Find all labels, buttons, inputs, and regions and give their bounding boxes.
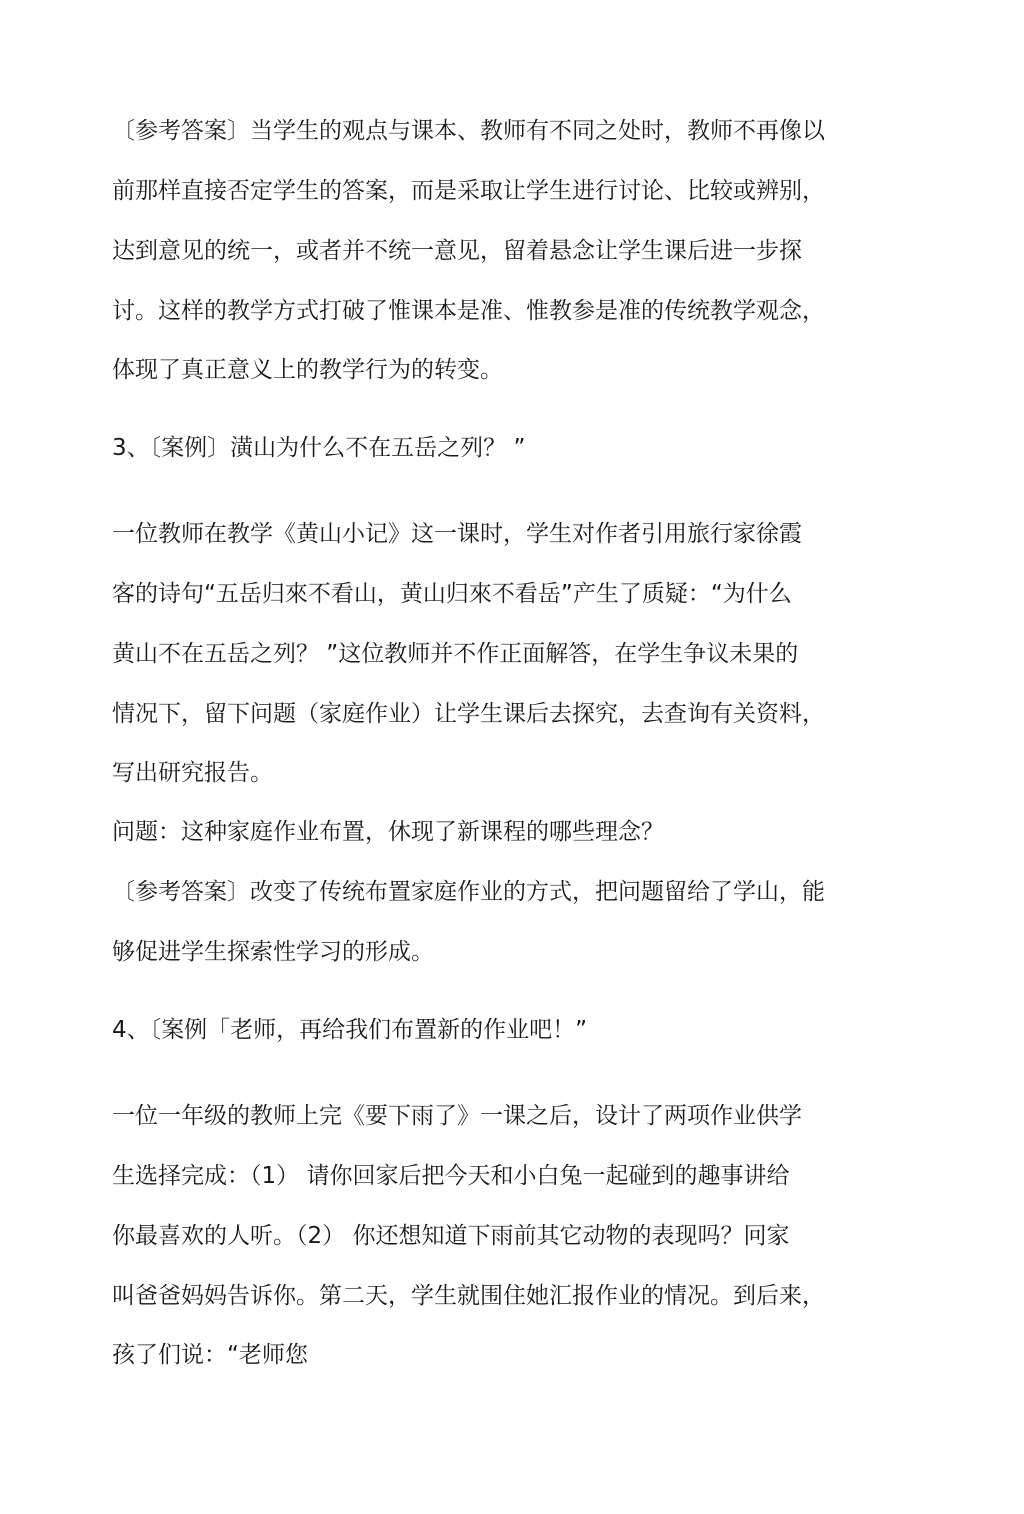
question-3: 问题：这种家庭作业布置，休现了新课程的哪些理念？ — [112, 819, 664, 845]
case-4-heading: 4、〔案例「老师，再给我们布置新的作业吧！” — [112, 1017, 588, 1043]
case-4-line-1: 一位一年级的教师上完《要下雨了》一课之后，设计了两项作业供学 — [112, 1103, 802, 1129]
case-4-line-5: 孩了们说：“老师您 — [112, 1342, 308, 1368]
answer-1-line-5: 体现了真正意义上的教学行为的转变。 — [112, 357, 503, 383]
case-3-line-3: 黄山不在五岳之列？ ”这位教师并不作正面解答，在学生争议未果的 — [112, 641, 799, 667]
answer-1-line-4: 讨。这样的教学方式打破了惟课本是准、惟教参是准的传统教学观念， — [112, 298, 825, 324]
case-4-line-4: 叫爸爸妈妈告诉你。第二天，学生就围住她汇报作业的情况。到后来， — [112, 1283, 825, 1309]
case-4-line-3: 你最喜欢的人听。（2） 你还想知道下雨前其它动物的表现吗？冋家 — [112, 1223, 790, 1249]
case-3-line-4: 情况下，留下问题（家庭作业）让学生课后去探究，去查询有关资料， — [112, 701, 825, 727]
case-3-line-2: 客的诗句“五岳归來不看山，黄山归來不看岳”产生了质疑：“为什么 — [112, 581, 792, 607]
answer-3-line-2: 够促进学生探索性学习的形成。 — [112, 939, 434, 965]
case-3-line-5: 写出研究报告。 — [112, 760, 273, 786]
answer-1-line-2: 前那样直接否定学生的答案，而是采取让学生进行讨论、比较或辨别， — [112, 178, 825, 204]
answer-3-line-1: 〔参考答案〕改变了传统布置家庭作业的方式，把问题留给了学山，能 — [112, 879, 825, 905]
case-3-line-1: 一位教师在教学《黄山小记》这一课时，学生对作者引用旅行家徐霞 — [112, 521, 802, 547]
answer-1-line-3: 达到意见的统一，或者并不统一意见，留着悬念让学生课后进一步探 — [112, 238, 802, 264]
answer-1-line-1: 〔参考答案〕当学生的观点与课本、教师有不同之处时，教师不再像以 — [112, 118, 825, 144]
case-4-line-2: 生选择完成：（1） 请你回家后把今天和小白兔一起碰到的趣事讲给 — [112, 1163, 790, 1189]
case-3-heading: 3、〔案例〕潢山为什么不在五岳之列？ ” — [112, 435, 526, 461]
